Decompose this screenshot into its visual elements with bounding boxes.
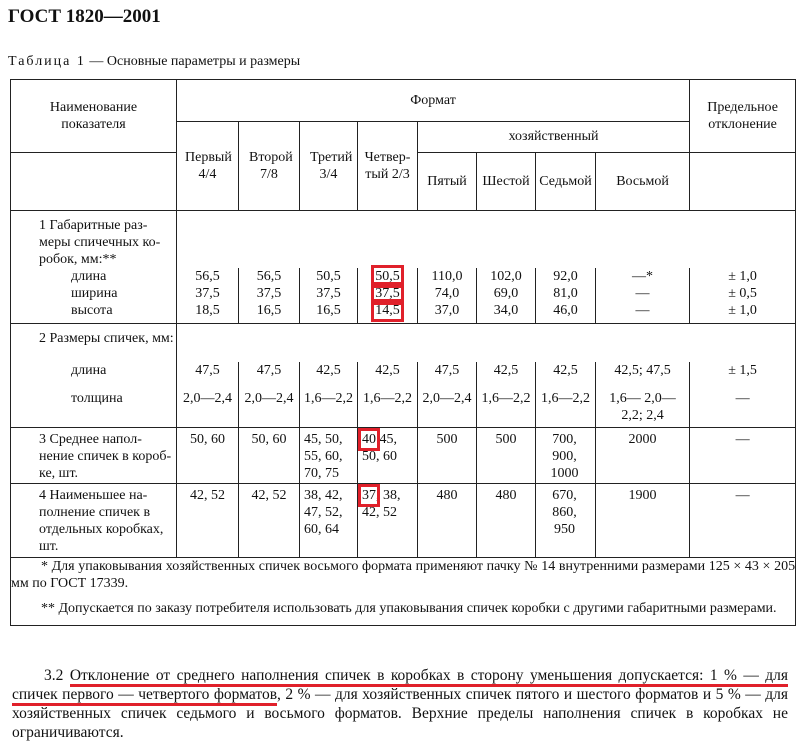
cell: 42,5; 47,5 bbox=[596, 362, 690, 390]
cell-deviation: — bbox=[690, 484, 796, 558]
section-4-title: 4 Наименьшее на- полнение спичек в отдельных коробках, шт. bbox=[11, 484, 177, 558]
section-1-spacer bbox=[177, 211, 796, 269]
cell: 2,0—2,4 bbox=[418, 390, 477, 428]
cell: 18,5 bbox=[177, 302, 239, 324]
cell-deviation: ± 1,0 bbox=[690, 302, 796, 324]
cell: 92,0 bbox=[536, 268, 596, 285]
cell: 2,0—2,4 bbox=[239, 390, 300, 428]
row-2-label: ширина bbox=[11, 285, 177, 302]
clause-rest: , 2 % — для хозяйственных спичек пятого и шестого форматов и 5 % — для хозяйственных спичек седьмого и восьмого форматов. Верхние пределы наполнения спичек в коробках не ограничиваются. bbox=[12, 686, 788, 741]
section-2-spacer bbox=[177, 324, 796, 362]
head-spacer bbox=[11, 153, 177, 211]
cell: 47,5 bbox=[239, 362, 300, 390]
cell-highlighted bbox=[358, 268, 418, 285]
row-1-label: длина bbox=[11, 268, 177, 285]
cell: 46,0 bbox=[536, 302, 596, 324]
table-caption bbox=[8, 54, 300, 70]
section-3-title: 3 Среднее напол- нение спичек в короб- ке, шт. bbox=[11, 428, 177, 484]
cell: 34,0 bbox=[477, 302, 536, 324]
highlight-value: 37,5 bbox=[375, 286, 400, 302]
cell: 42,5 bbox=[358, 362, 418, 390]
cell: 37,5 bbox=[239, 285, 300, 302]
cell-highlighted-group bbox=[358, 428, 418, 484]
cell-extra: 45, 50, 60 bbox=[362, 432, 397, 465]
cell: — bbox=[596, 302, 690, 324]
cell-highlighted-group bbox=[358, 484, 418, 558]
cell: 81,0 bbox=[536, 285, 596, 302]
clause-3-2 bbox=[12, 666, 788, 742]
cell: — bbox=[596, 285, 690, 302]
row-3-label: высота bbox=[11, 302, 177, 324]
clause-number: 3.2 bbox=[44, 667, 70, 684]
section-2-title: 2 Размеры спичек, мм: bbox=[11, 324, 177, 362]
head-col-1: Первый 4/4 bbox=[177, 122, 239, 211]
cell: 1,6—2,2 bbox=[300, 390, 358, 428]
cell: 1900 bbox=[596, 484, 690, 558]
cell: 50, 60 bbox=[239, 428, 300, 484]
cell: 45, 50, 55, 60, 70, 75 bbox=[300, 428, 358, 484]
cell: 42,5 bbox=[477, 362, 536, 390]
head-col-8: Восьмой bbox=[596, 153, 690, 211]
cell: 2,0—2,4 bbox=[177, 390, 239, 428]
cell: 42,5 bbox=[536, 362, 596, 390]
cell: —* bbox=[596, 268, 690, 285]
cell: 47,5 bbox=[177, 362, 239, 390]
highlight-value: 50,5 bbox=[375, 269, 400, 285]
cell-highlighted bbox=[358, 285, 418, 302]
head-deviation: Предельное отклонение bbox=[690, 80, 796, 153]
cell: 2000 bbox=[596, 428, 690, 484]
footnote-1: * Для упаковывания хозяйственных спичек восьмого формата применяют пачку № 14 внутренними размерами 125 × 43 × 205 мм по ГОСТ 17339. bbox=[11, 559, 796, 592]
cell: 42, 52 bbox=[239, 484, 300, 558]
head-format: Формат bbox=[177, 80, 690, 122]
cell: 1,6—2,2 bbox=[358, 390, 418, 428]
cell-highlighted bbox=[358, 302, 418, 324]
head-col-2: Второй 7/8 bbox=[239, 122, 300, 211]
head-household: хозяйственный bbox=[418, 122, 690, 153]
cell-deviation: — bbox=[690, 428, 796, 484]
section-1-title: 1 Габаритные раз- меры спичечных ко- робок, мм:** bbox=[11, 211, 177, 269]
cell: 1,6—2,2 bbox=[477, 390, 536, 428]
cell-deviation: — bbox=[690, 390, 796, 428]
footnotes bbox=[11, 558, 796, 626]
parameters-table bbox=[10, 79, 796, 626]
clause-underlined: Отклонение от среднего наполнения спичек в коробках в сторону уменьшения допускается: 1 % — для спичек первого — четвертого форматов bbox=[12, 667, 788, 706]
cell: 700, 900, 1000 bbox=[536, 428, 596, 484]
cell: 480 bbox=[477, 484, 536, 558]
head-col-3: Третий 3/4 bbox=[300, 122, 358, 211]
table-caption-prefix: Таблица 1 bbox=[8, 54, 86, 69]
head-col-6: Шестой bbox=[477, 153, 536, 211]
cell: 16,5 bbox=[239, 302, 300, 324]
cell: 1,6— 2,0— 2,2; 2,4 bbox=[596, 390, 690, 428]
row-4-label: длина bbox=[11, 362, 177, 390]
cell: 47,5 bbox=[418, 362, 477, 390]
table-caption-text: — Основные параметры и размеры bbox=[85, 54, 301, 69]
cell: 38, 42, 47, 52, 60, 64 bbox=[300, 484, 358, 558]
cell: 56,5 bbox=[239, 268, 300, 285]
cell: 74,0 bbox=[418, 285, 477, 302]
cell: 37,0 bbox=[418, 302, 477, 324]
footnote-2: ** Допускается по заказу потребителя использовать для упаковывания спичек коробки с другими габаритными размерами. bbox=[41, 601, 777, 617]
cell: 37,5 bbox=[177, 285, 239, 302]
cell: 110,0 bbox=[418, 268, 477, 285]
highlight-37: 37 bbox=[362, 488, 376, 504]
highlight-value: 14,5 bbox=[375, 303, 400, 319]
cell: 1,6—2,2 bbox=[536, 390, 596, 428]
cell: 50, 60 bbox=[177, 428, 239, 484]
cell: 480 bbox=[418, 484, 477, 558]
head-name: Наименование показателя bbox=[11, 80, 177, 153]
cell-extra: , 38, 42, 52 bbox=[362, 488, 401, 521]
cell: 56,5 bbox=[177, 268, 239, 285]
head-col-5: Пятый bbox=[418, 153, 477, 211]
cell: 102,0 bbox=[477, 268, 536, 285]
head-col-4: Четвер- тый 2/3 bbox=[358, 122, 418, 211]
cell: 42,5 bbox=[300, 362, 358, 390]
cell: 50,5 bbox=[300, 268, 358, 285]
cell-deviation: ± 0,5 bbox=[690, 285, 796, 302]
cell: 500 bbox=[418, 428, 477, 484]
cell: 37,5 bbox=[300, 285, 358, 302]
cell: 16,5 bbox=[300, 302, 358, 324]
cell: 670, 860, 950 bbox=[536, 484, 596, 558]
row-5-label: толщина bbox=[11, 390, 177, 428]
highlight-40: 40 bbox=[362, 432, 376, 448]
head-spacer-2 bbox=[690, 153, 796, 211]
cell: 500 bbox=[477, 428, 536, 484]
cell: 69,0 bbox=[477, 285, 536, 302]
head-col-7: Седьмой bbox=[536, 153, 596, 211]
cell-deviation: ± 1,5 bbox=[690, 362, 796, 390]
standard-title: ГОСТ 1820—2001 bbox=[8, 6, 161, 27]
cell-deviation: ± 1,0 bbox=[690, 268, 796, 285]
cell: 42, 52 bbox=[177, 484, 239, 558]
